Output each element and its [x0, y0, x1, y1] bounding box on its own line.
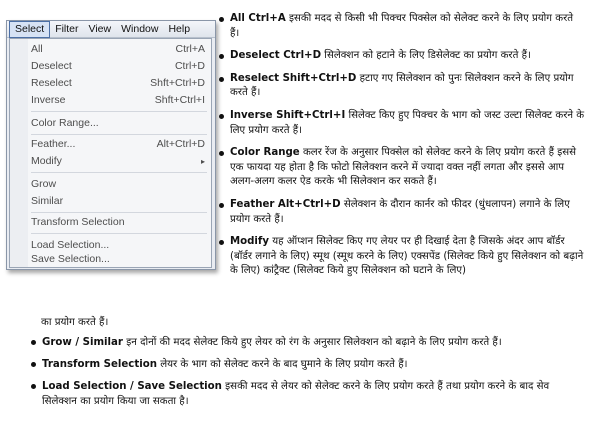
- bullet-icon: [219, 240, 224, 245]
- description-grow-similar: [31, 335, 585, 350]
- menu-item-transform-selection[interactable]: [10, 215, 211, 230]
- menu-item-all[interactable]: [10, 42, 211, 57]
- menu-help[interactable]: Help: [168, 22, 191, 35]
- description-text: इसकी मदद से लेयर को सेलेक्ट करने के लिए प्रयोग करते हैं तथा प्रयोग करने के बाद सेव सिलेक्शन का प्रयोग किया जा सकता है।: [42, 381, 550, 407]
- term: Modify: [230, 236, 269, 248]
- menu-item-label: Similar: [31, 195, 64, 207]
- term: Feather Alt+Ctrl+D: [230, 198, 341, 210]
- term: All Ctrl+A: [230, 13, 286, 24]
- menu-item-label: Grow: [31, 178, 57, 190]
- menu-item-color-range[interactable]: [10, 116, 211, 131]
- description-text: सेलेक्शन के दौरान कार्नर को फीदर (धुंधलापन) लगाने के लिए प्रयोग करते हैं।: [230, 198, 570, 225]
- select-dropdown: [9, 38, 212, 268]
- menu-separator: [31, 172, 207, 173]
- description-list: [219, 12, 585, 287]
- bullet-icon: [219, 114, 224, 119]
- menu-item-label: Modify: [31, 155, 62, 167]
- menu-item-reselect[interactable]: [10, 76, 211, 91]
- menu-item-similar[interactable]: [10, 194, 211, 209]
- menu-item-save-selection[interactable]: [10, 252, 211, 267]
- description-text: कलर रेंज के अनुसार पिक्सेल को सेलेक्ट करने के लिए प्रयोग करते हैं इससे एक फायदा यह होता है कि फोटो सिलेक्शन करने में ज्यादा वक्त नहीं लगता और इससे आप अलग-अलग कलर ऐड करके भी सिलेक्शन कर सकते हैं।: [230, 147, 576, 188]
- menu-item-shortcut: Ctrl+A: [175, 43, 205, 55]
- term: Load Selection / Save Selection: [42, 381, 222, 392]
- description-text: सिलेक्ट किए हुए पिक्चर के भाग को जस्ट उल्टा सिलेक्ट करने के लिए प्रयोग करते हैं।: [230, 109, 585, 136]
- menu-item-shortcut: Shft+Ctrl+I: [154, 94, 205, 106]
- bullet-icon: [219, 203, 224, 208]
- menu-item-grow[interactable]: [10, 177, 211, 192]
- menu-item-load-selection[interactable]: [10, 238, 211, 253]
- menu-item-feather[interactable]: [10, 137, 211, 152]
- term: Deselect Ctrl+D: [230, 50, 322, 62]
- bullet-icon: [31, 384, 36, 389]
- bullet-icon: [31, 340, 36, 345]
- menu-item-label: Save Selection...: [31, 253, 110, 265]
- term: Transform Selection: [42, 359, 157, 370]
- menu-separator: [31, 233, 207, 234]
- description-color-range: [219, 146, 585, 190]
- description-text: इसकी मदद से किसी भी पिक्चर पिक्सेल को सेलेक्ट करने के लिए प्रयोग करते हैं।: [230, 13, 574, 39]
- menu-filter[interactable]: Filter: [55, 22, 79, 35]
- menu-separator: [31, 111, 207, 112]
- term: Grow / Similar: [42, 337, 123, 348]
- submenu-arrow-icon: ▸: [200, 157, 205, 166]
- description-text: सिलेक्शन को हटाने के लिए डिसेलेक्ट का प्रयोग करते हैं।: [321, 50, 531, 62]
- menu-bar: [7, 21, 215, 38]
- bullet-icon: [219, 17, 224, 22]
- term: Color Range: [230, 147, 300, 159]
- description-text: लेयर के भाग को सेलेक्ट करने के बाद घुमाने के लिए प्रयोग करते हैं।: [156, 359, 408, 370]
- menu-item-label: Deselect: [31, 60, 72, 72]
- bullet-icon: [219, 151, 224, 156]
- menu-separator: [31, 212, 207, 213]
- menu-item-label: Load Selection...: [31, 239, 110, 251]
- photoshop-select-menu-screenshot: [6, 20, 216, 270]
- modify-continuation: का प्रयोग करते हैं।: [41, 317, 109, 328]
- menu-item-label: Inverse: [31, 94, 66, 106]
- menu-view[interactable]: View: [88, 22, 112, 35]
- term: Inverse Shift+Ctrl+I: [230, 109, 346, 121]
- description-deselect: [219, 49, 585, 64]
- menu-item-shortcut: Ctrl+D: [174, 60, 205, 72]
- description-feather: [219, 198, 585, 227]
- menu-item-label: Color Range...: [31, 117, 99, 129]
- description-text: यह ऑप्शन सिलेक्ट किए गए लेयर पर ही दिखाई देता है जिसके अंदर आप बॉर्डर (बॉर्डर लगाने के लिए) स्मूथ (स्मूथ करने के लिए) एक्सपेंड (सिलेक्ट किये हुए सिलेक्शन को बढ़ाने के लिए) कांट्रैक्ट (सिलेक्ट किये हुए सिलेक्शन को घटाने के लिए): [230, 236, 584, 277]
- description-inverse: [219, 109, 585, 138]
- menu-item-deselect[interactable]: [10, 59, 211, 74]
- bullet-icon: [219, 54, 224, 59]
- menu-item-shortcut: Shft+Ctrl+D: [150, 77, 205, 89]
- menu-item-label: Transform Selection: [31, 216, 125, 228]
- menu-window[interactable]: Window: [121, 22, 159, 35]
- description-text: इन दोनों की मदद सेलेक्ट किये हुए लेयर को रंग के अनुसार सिलेक्शन को बढ़ाने के लिए प्रयोग करते हैं।: [122, 337, 502, 348]
- description-reselect: [219, 72, 585, 101]
- menu-select[interactable]: Select: [9, 21, 50, 38]
- menu-item-shortcut: Alt+Ctrl+D: [156, 138, 205, 150]
- menu-item-inverse[interactable]: [10, 93, 211, 108]
- bottom-description-list: [31, 335, 585, 416]
- description-load-save-selection: [31, 379, 585, 409]
- bullet-icon: [31, 362, 36, 367]
- menu-item-modify[interactable]: [10, 154, 211, 169]
- menu-separator: [31, 134, 207, 135]
- description-transform-selection: [31, 357, 585, 372]
- description-all: [219, 12, 585, 41]
- description-modify: [219, 235, 585, 279]
- menu-item-label: Feather...: [31, 138, 76, 150]
- term: Reselect Shift+Ctrl+D: [230, 72, 357, 84]
- description-text: हटाए गए सिलेक्शन को पुनः सिलेक्शन करने के लिए प्रयोग करते हैं।: [230, 72, 574, 99]
- menu-item-label: Reselect: [31, 77, 72, 89]
- bullet-icon: [219, 77, 224, 82]
- menu-item-label: All: [31, 43, 43, 55]
